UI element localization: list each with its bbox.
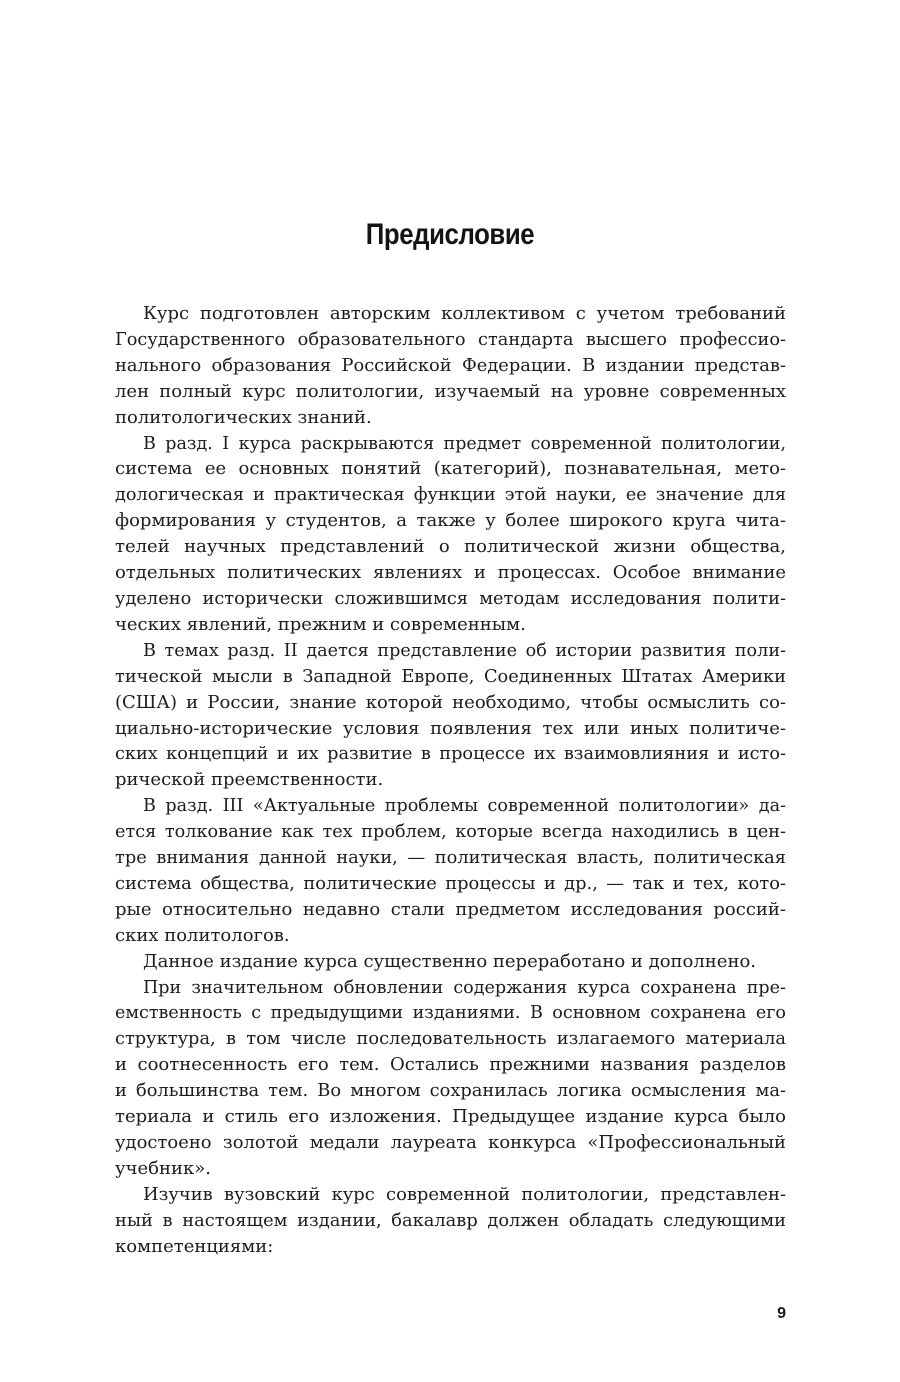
text-line: (США) и России, знание которой необходимо, чтобы осмыслить со- xyxy=(115,691,786,713)
text-line: политологических знаний. xyxy=(115,406,372,428)
text-line: териала и стиль его изложения. Предыдущее издание курса было xyxy=(115,1106,786,1128)
text-line: дологическая и практическая функции этой науки, ее значение для xyxy=(115,484,786,506)
text-line: структура, в том числе последовательность излагаемого материала xyxy=(115,1028,786,1050)
text-line: При значительном обновлении содержания курса сохранена пре- xyxy=(143,976,786,998)
text-line: В темах разд. II дается представление об истории развития поли- xyxy=(143,639,786,661)
text-line: В разд. I курса раскрываются предмет современной политологии, xyxy=(143,432,786,454)
paragraph xyxy=(115,793,786,948)
text-line: тре внимания данной науки, — политическая власть, политическая xyxy=(115,847,786,869)
paragraph xyxy=(115,975,786,1182)
text-line: тической мысли в Западной Европе, Соединенных Штатах Америки xyxy=(115,665,786,687)
text-line: нального образования Российской Федерации. В издании представ- xyxy=(115,354,786,376)
text-line: Государственного образовательного стандарта высшего профессио- xyxy=(115,328,786,350)
paragraph xyxy=(115,949,786,975)
text-line: и соотнесенность его тем. Остались прежними названия разделов xyxy=(115,1054,786,1076)
text-line: телей научных представлений о политической жизни общества, xyxy=(115,536,786,558)
text-line: ный в настоящем издании, бакалавр должен обладать следующими xyxy=(115,1209,786,1231)
text-line: лен полный курс политологии, изучаемый на уровне современных xyxy=(115,380,786,402)
text-line: система ее основных понятий (категорий), познавательная, мето- xyxy=(115,458,786,480)
text-line: Изучив вузовский курс современной политологии, представлен- xyxy=(143,1183,786,1205)
page-title: Предисловие xyxy=(365,218,535,251)
paragraph xyxy=(115,431,786,638)
text-line: В разд. III «Актуальные проблемы современной политологии» да- xyxy=(143,795,786,817)
text-line: и большинства тем. Во многом сохранилась логика осмысления ма- xyxy=(115,1080,786,1102)
body-text xyxy=(115,301,786,1260)
text-line: ских концепций и их развитие в процессе их взаимовлияния и исто- xyxy=(115,743,786,765)
paragraph xyxy=(115,1182,786,1260)
text-line: система общества, политические процессы и др., — так и тех, кото- xyxy=(115,872,786,894)
text-line: формирования у студентов, а также у более широкого круга чита- xyxy=(115,510,786,532)
page-number: 9 xyxy=(777,1305,786,1322)
text-line: рые относительно недавно стали предметом исследования россий- xyxy=(115,898,786,920)
text-line: учебник». xyxy=(115,1157,211,1179)
paragraph xyxy=(115,638,786,793)
text-line: рической преемственности. xyxy=(115,769,384,791)
text-line: удостоено золотой медали лауреата конкурса «Профессиональный xyxy=(115,1132,786,1153)
text-line: емственность с предыдущими изданиями. В основном сохранена его xyxy=(115,1002,786,1024)
text-line: ческих явлений, прежним и современным. xyxy=(115,613,526,635)
text-line: уделено исторически сложившимся методам исследования полити- xyxy=(115,587,786,609)
paragraph xyxy=(115,301,786,431)
text-line: ских политологов. xyxy=(115,924,290,946)
text-line: Курс подготовлен авторским коллективом с учетом требований xyxy=(143,303,786,324)
text-line: циально-исторические условия появления тех или иных политиче- xyxy=(115,717,786,739)
text-line: ется толкование как тех проблем, которые всегда находились в цен- xyxy=(115,821,786,843)
text-line: Данное издание курса существенно переработано и дополнено. xyxy=(143,950,757,972)
text-line: компетенциями: xyxy=(115,1235,274,1257)
text-line: отдельных политических явлениях и процессах. Особое внимание xyxy=(115,562,786,584)
